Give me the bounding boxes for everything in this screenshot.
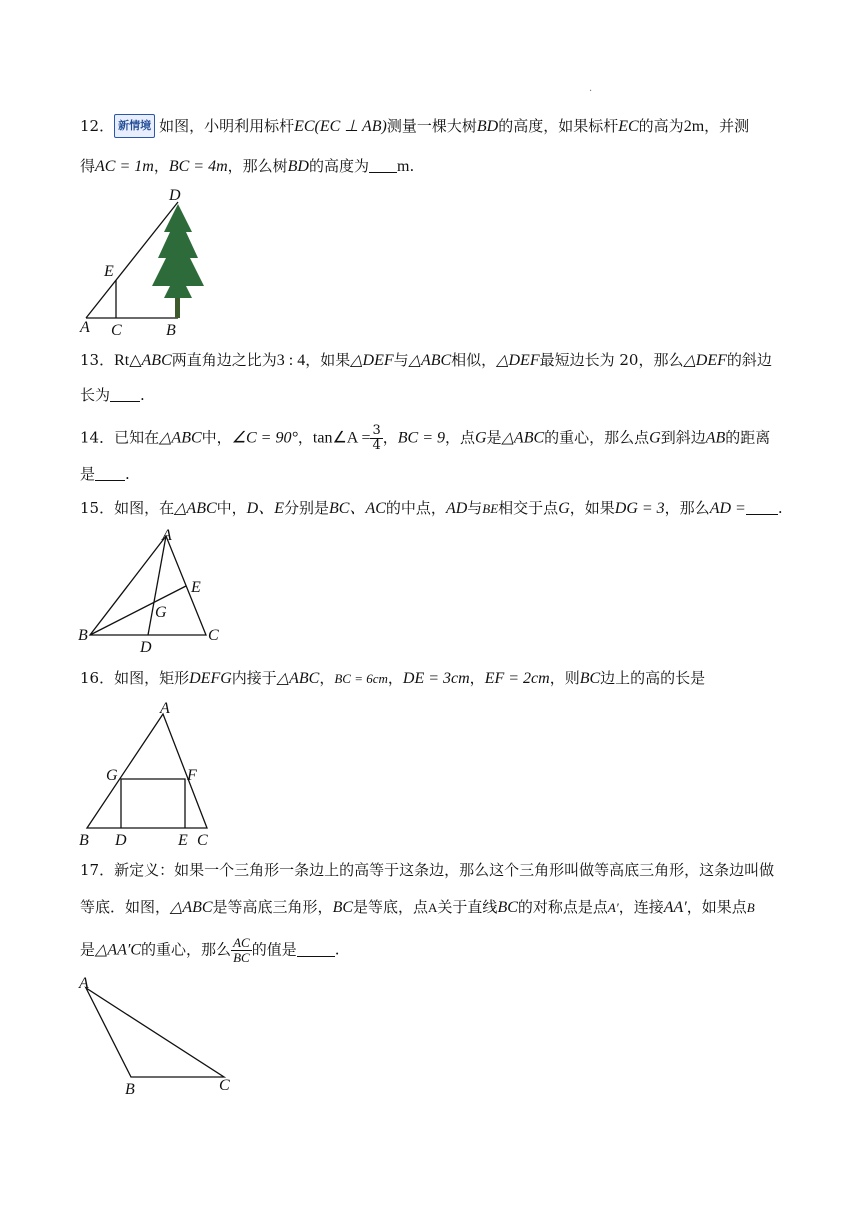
label-b: B bbox=[78, 627, 88, 644]
q12-line1 bbox=[80, 116, 749, 140]
q17-math: B bbox=[746, 900, 755, 915]
q13-text: 两直角边之比为 bbox=[171, 351, 277, 369]
q15-text: 的中点， bbox=[385, 499, 446, 517]
q13-math: 3 : 4 bbox=[276, 352, 306, 369]
q14-answer-blank[interactable] bbox=[95, 466, 125, 481]
q17-math: A′ bbox=[607, 900, 619, 915]
q15-text: 如图，在 bbox=[114, 499, 175, 517]
q17-math: AA′ bbox=[663, 899, 687, 916]
label-e: E bbox=[191, 579, 201, 596]
q17-figure bbox=[76, 972, 246, 1102]
q14-text: 的重心，那么点 bbox=[544, 428, 650, 447]
q14-math: tan∠A = bbox=[312, 429, 371, 447]
q13-text: 最短边长为 20，那么 bbox=[539, 351, 684, 369]
q17-text: 是 bbox=[80, 940, 96, 959]
q17-line3 bbox=[80, 936, 339, 965]
q17-text: 是等底，点 bbox=[353, 898, 429, 916]
q14-fraction bbox=[370, 424, 382, 453]
q14-text: 是 bbox=[80, 465, 96, 483]
q17-math: BC bbox=[497, 899, 518, 916]
q15-text: 相交于点 bbox=[498, 499, 559, 517]
q14-text: ，点 bbox=[445, 428, 476, 447]
q17-answer-blank[interactable] bbox=[297, 942, 335, 957]
q12-math: 2m bbox=[683, 118, 705, 135]
q16-text: 如图，矩形 bbox=[114, 669, 190, 687]
q13-text: ，如果 bbox=[305, 351, 351, 369]
q15-math: BE bbox=[482, 501, 499, 516]
tree-icon bbox=[152, 204, 204, 318]
q16-math: BC = 6cm bbox=[334, 671, 388, 686]
q13-math: Rt△ bbox=[114, 352, 142, 369]
q16-math: EF = 2cm bbox=[484, 670, 550, 687]
q16-text: ， bbox=[387, 669, 403, 687]
q13-line1 bbox=[80, 350, 772, 371]
q16-text: ， bbox=[469, 669, 485, 687]
page-dot: · bbox=[589, 86, 593, 97]
q12-sight-line bbox=[86, 202, 178, 318]
q16-text: 边上的高的长是 bbox=[600, 669, 706, 687]
q12-answer-blank[interactable] bbox=[369, 158, 397, 173]
label-d: D bbox=[140, 639, 152, 656]
q17-line1 bbox=[80, 860, 774, 880]
q14-text: . bbox=[125, 465, 130, 483]
label-d: D bbox=[169, 187, 181, 204]
q15-text: 与 bbox=[467, 499, 483, 517]
q12-text: 的高度，如果标杆 bbox=[498, 117, 619, 135]
q12-line2 bbox=[80, 156, 414, 177]
q14-math: △ABC bbox=[501, 429, 545, 447]
label-a: A bbox=[160, 700, 170, 717]
q12-text: 的高度为 bbox=[308, 157, 369, 175]
q12-math: BD bbox=[287, 158, 309, 175]
q17-text: . bbox=[334, 940, 340, 959]
label-f: F bbox=[187, 767, 197, 784]
q12-text: ，并测 bbox=[704, 117, 750, 135]
q13-math: △DEF bbox=[496, 352, 540, 369]
q12-math: AC = 1m bbox=[95, 158, 154, 175]
q13-text: 长为 bbox=[80, 386, 111, 404]
q13-math: △ABC bbox=[408, 352, 452, 369]
q14-text: 到斜边 bbox=[660, 428, 706, 447]
q16-line1 bbox=[80, 668, 705, 689]
q13-math: △DEF bbox=[683, 352, 727, 369]
q16-figure bbox=[75, 698, 225, 848]
q16-math: BC bbox=[579, 670, 601, 687]
q17-text: 关于直线 bbox=[437, 898, 498, 916]
q15-text: ，如果 bbox=[569, 499, 615, 517]
q16-text: ，则 bbox=[549, 669, 580, 687]
q14-text: ， bbox=[382, 428, 398, 447]
q16-math: △ABC bbox=[276, 670, 320, 687]
q13-number: 13． bbox=[80, 351, 115, 369]
q15-math: △ABC bbox=[174, 500, 217, 517]
q13-text: . bbox=[140, 386, 145, 404]
q17-text: ，如果点 bbox=[686, 898, 747, 916]
q12-math: EC(EC ⊥ AB) bbox=[294, 118, 387, 135]
q12-text: ，那么树 bbox=[227, 157, 288, 175]
q14-math: G bbox=[649, 429, 661, 447]
q14-math: ∠C = 90° bbox=[231, 429, 298, 447]
label-c: C bbox=[197, 832, 208, 848]
q17-math: △AA′C bbox=[95, 941, 142, 959]
q12-text: 的高为 bbox=[638, 117, 684, 135]
q16-math: DEFG bbox=[189, 670, 232, 687]
q17-number: 17． bbox=[80, 861, 115, 879]
fraction-numerator: 3 bbox=[372, 423, 381, 438]
q14-text: 的距离 bbox=[725, 428, 771, 447]
q17-text: 的重心，那么 bbox=[141, 940, 232, 959]
q12-math: BC = 4m bbox=[168, 158, 228, 175]
label-b: B bbox=[166, 322, 176, 339]
q13-text: 相似， bbox=[451, 351, 497, 369]
q17-text: 的值是 bbox=[251, 940, 297, 959]
q13-text: 的斜边 bbox=[726, 351, 772, 369]
q15-triangle-abc bbox=[90, 536, 206, 635]
q14-math: G bbox=[475, 429, 487, 447]
label-g: G bbox=[106, 767, 118, 784]
q14-math: BC = 9 bbox=[397, 429, 446, 447]
fraction-denominator: BC bbox=[233, 950, 250, 965]
q14-text: 是 bbox=[486, 428, 502, 447]
q13-answer-blank[interactable] bbox=[110, 387, 140, 402]
label-d: D bbox=[115, 832, 127, 848]
q12-math: EC bbox=[618, 118, 639, 135]
q16-text: 内接于 bbox=[231, 669, 277, 687]
q15-math: AD bbox=[445, 500, 468, 517]
q12-text: ， bbox=[153, 157, 169, 175]
q15-math: BC、AC bbox=[329, 500, 386, 517]
q13-math: △DEF bbox=[350, 352, 394, 369]
q15-median-be bbox=[90, 586, 186, 635]
q17-text: 是等高底三角形， bbox=[212, 898, 333, 916]
q17-fraction bbox=[231, 936, 252, 965]
label-a: A bbox=[162, 528, 172, 544]
q15-math: D、E bbox=[246, 500, 284, 517]
q14-line1 bbox=[80, 424, 770, 453]
q12-text: 如图，小明利用标杆 bbox=[159, 117, 295, 135]
q12-text: 测量一棵大树 bbox=[386, 117, 477, 135]
q14-math: AB bbox=[705, 429, 726, 447]
q17-text: 的对称点是点 bbox=[517, 898, 608, 916]
q15-text: 分别是 bbox=[284, 499, 330, 517]
q15-number: 15． bbox=[80, 499, 115, 517]
q12-text: . bbox=[409, 157, 415, 175]
q12-number: 12． bbox=[80, 117, 115, 135]
label-b: B bbox=[125, 1081, 135, 1098]
q14-line2 bbox=[80, 464, 130, 484]
label-g: G bbox=[155, 604, 167, 621]
q17-text: 等底．如图， bbox=[80, 898, 171, 916]
q13-math: ABC bbox=[141, 352, 172, 369]
q12-unit: m bbox=[396, 158, 410, 175]
q15-text: 中， bbox=[216, 499, 247, 517]
q16-math: DE = 3cm bbox=[402, 670, 470, 687]
q15-line1 bbox=[80, 498, 783, 519]
q15-math: DG = 3 bbox=[614, 500, 665, 517]
q12-math: BD bbox=[476, 118, 499, 135]
q16-rectangle-defg bbox=[121, 779, 185, 828]
q12-text: 得 bbox=[80, 157, 96, 175]
q17-text: ，连接 bbox=[618, 898, 664, 916]
label-e: E bbox=[104, 263, 114, 280]
q14-text: ， bbox=[297, 428, 313, 447]
q14-text: 已知在 bbox=[114, 428, 160, 447]
q16-number: 16． bbox=[80, 669, 115, 687]
label-b: B bbox=[79, 832, 89, 848]
q15-text: . bbox=[777, 499, 783, 517]
q13-text: 与 bbox=[393, 351, 409, 369]
q17-triangle-abc bbox=[86, 988, 224, 1077]
q15-answer-blank[interactable] bbox=[746, 500, 778, 515]
q14-text: 中， bbox=[201, 428, 232, 447]
label-c: C bbox=[208, 627, 219, 644]
q17-math: △ABC bbox=[170, 899, 213, 916]
q17-math: BC bbox=[332, 899, 354, 916]
q13-line2 bbox=[80, 385, 145, 405]
q17-line2 bbox=[80, 897, 755, 918]
fraction-numerator: AC bbox=[233, 935, 250, 950]
fraction-denominator: 4 bbox=[372, 438, 381, 453]
q15-figure bbox=[76, 528, 236, 658]
q15-text: ，那么 bbox=[664, 499, 710, 517]
label-e: E bbox=[178, 832, 188, 848]
q15-math: G bbox=[558, 500, 570, 517]
q16-text: ， bbox=[319, 669, 335, 687]
label-c: C bbox=[111, 322, 122, 339]
label-c: C bbox=[219, 1077, 230, 1094]
q12-figure bbox=[78, 180, 218, 340]
q15-math: AD = bbox=[709, 500, 746, 517]
q14-math: △ABC bbox=[159, 429, 202, 447]
label-a: A bbox=[80, 319, 90, 336]
q17-math: A bbox=[428, 900, 438, 915]
q17-text: 新定义：如果一个三角形一条边上的高等于这条边，那么这个三角形叫做等高底三角形，这条边叫做 bbox=[114, 861, 775, 879]
label-a: A bbox=[79, 975, 89, 992]
q14-number: 14． bbox=[80, 428, 115, 447]
new-context-badge: 新情境 bbox=[114, 114, 155, 138]
